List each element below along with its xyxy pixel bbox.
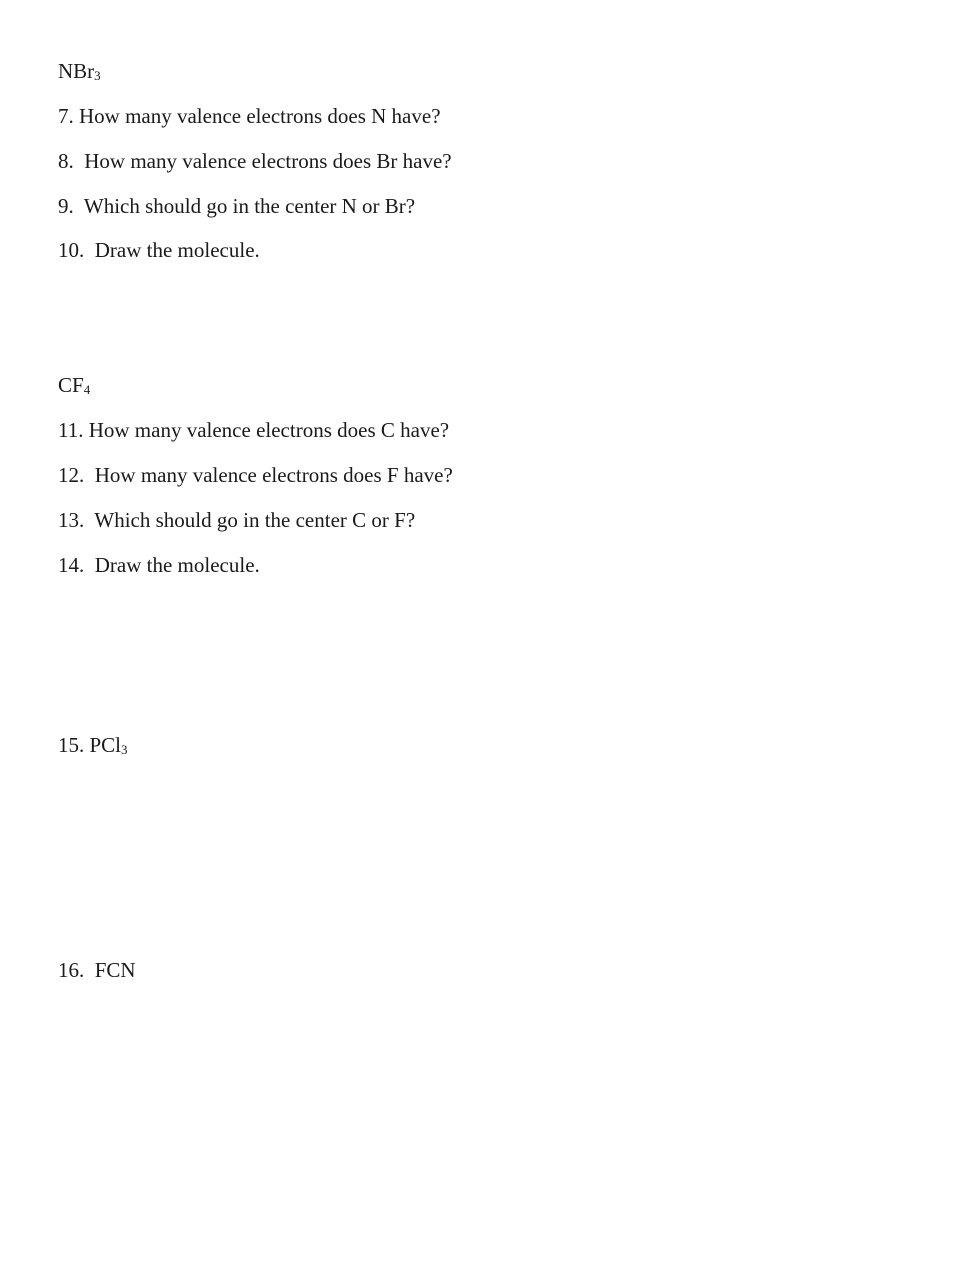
question-10: 10. Draw the molecule. — [58, 238, 260, 262]
formula-subscript: 4 — [83, 382, 91, 397]
formula-base: NBr — [58, 59, 95, 83]
formula-subscript: 3 — [94, 68, 101, 83]
question-13: 13. Which should go in the center C or F? — [58, 508, 416, 532]
q15-text: 15. PCl — [58, 733, 122, 757]
question-15 — [58, 733, 128, 762]
cf4-formula — [58, 373, 90, 402]
nbr3-formula — [58, 59, 101, 88]
question-9: 9. Which should go in the center N or Br? — [58, 194, 416, 218]
formula-base: CF — [58, 373, 84, 397]
question-14: 14. Draw the molecule. — [58, 553, 260, 577]
question-8: 8. How many valence electrons does Br have? — [58, 149, 452, 173]
question-7: 7. How many valence electrons does N have? — [58, 104, 441, 128]
question-12: 12. How many valence electrons does F have? — [58, 463, 453, 487]
question-11: 11. How many valence electrons does C have? — [58, 418, 450, 442]
formula-subscript: 3 — [121, 742, 128, 757]
question-16: 16. FCN — [58, 958, 136, 982]
